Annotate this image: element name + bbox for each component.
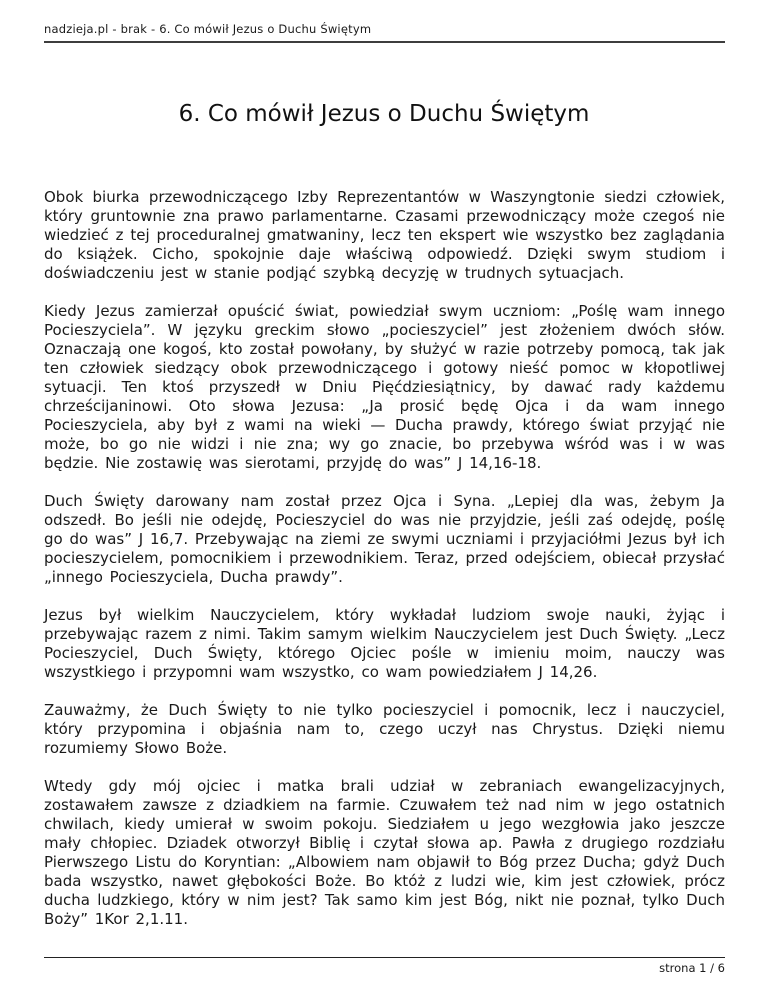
header-divider	[44, 41, 725, 43]
paragraph-1: Obok biurka przewodniczącego Izby Reprezentantów w Waszyngtonie siedzi człowiek, który gruntownie zna prawo parlamentarne. Czasami przewodniczący może czegoś nie wiedzieć z tej proceduralnej gmatwaniny, lecz ten ekspert wie wszystko bez zaglądania do książek. Cicho, spokojnie daje właściwą odpowiedź. Dzięki swym studiom i doświadczeniu jest w stanie podjąć szybką decyzję w trudnych sytuacjach.	[44, 188, 725, 282]
footer-divider	[44, 957, 725, 958]
document-title: 6. Co mówił Jezus o Duchu Świętym	[178, 101, 590, 127]
paragraph-2: Kiedy Jezus zamierzał opuścić świat, powiedział swym uczniom: „Poślę wam innego Pocieszyciela”. W języku greckim słowo „pocieszyciel” jest złożeniem dwóch słów. Oznaczają one kogoś, kto został powołany, by służyć w razie potrzeby pomocą, tak jak ten człowiek siedzący obok przewodniczącego i gotowy nieść pomoc w kłopotliwej sytuacji. Ten ktoś przyszedł w Dniu Pięćdziesiątnicy, by dawać rady każdemu chrześcijaninowi. Oto słowa Jezusa: „Ja prosić będę Ojca i da wam innego Pocieszyciela, aby był z wami na wieki — Ducha prawdy, którego świat przyjąć nie może, bo go nie widzi i nie zna; wy go znacie, bo przebywa wśród was i w was będzie. Nie zostawię was sierotami, przyjdę do was” J 14,16-18.	[44, 302, 725, 472]
page-header-text: nadzieja.pl - brak - 6. Co mówił Jezus o Duchu Świętym	[44, 22, 372, 36]
paragraph-3: Duch Święty darowany nam został przez Ojca i Syna. „Lepiej dla was, żebym Ja odszedł. Bo jeśli nie odejdę, Pocieszyciel do was nie przyjdzie, jeśli zaś odejdę, poślę go do was” J 16,7. Przebywając na ziemi ze swymi uczniami i przyjaciółmi Jezus był ich pocieszycielem, pomocnikiem i przewodnikiem. Teraz, przed odejściem, obiecał przysłać „innego Pocieszyciela, Ducha prawdy”.	[44, 492, 725, 586]
paragraph-5: Zauważmy, że Duch Święty to nie tylko pocieszyciel i pomocnik, lecz i nauczyciel, który przypomina i objaśnia nam to, czego uczył nas Chrystus. Dzięki niemu rozumiemy Słowo Boże.	[44, 701, 725, 757]
paragraph-6: Wtedy gdy mój ojciec i matka brali udział w zebraniach ewangelizacyjnych, zostawałem zawsze z dziadkiem na farmie. Czuwałem też nad nim w jego ostatnich chwilach, kiedy umierał w swoim pokoju. Siedziałem u jego wezgłowia jako jeszcze mały chłopiec. Dziadek otworzył Biblię i czytał słowa ap. Pawła z drugiego rozdziału Pierwszego Listu do Koryntian: „Albowiem nam objawił to Bóg przez Ducha; gdyż Duch bada wszystko, nawet głębokości Boże. Bo któż z ludzi wie, kim jest człowiek, prócz ducha ludzkiego, który w nim jest? Tak samo kim jest Bóg, nikt nie poznał, tylko Duch Boży” 1Kor 2,1.11.	[44, 777, 725, 928]
document-body	[44, 188, 725, 948]
page-number: strona 1 / 6	[659, 961, 725, 975]
paragraph-4: Jezus był wielkim Nauczycielem, który wykładał ludziom swoje nauki, żyjąc i przebywając razem z nimi. Takim samym wielkim Nauczycielem jest Duch Święty. „Lecz Pocieszyciel, Duch Święty, którego Ojciec pośle w imieniu moim, nauczy was wszystkiego i przypomni wam wszystko, co wam powiedziałem J 14,26.	[44, 606, 725, 681]
